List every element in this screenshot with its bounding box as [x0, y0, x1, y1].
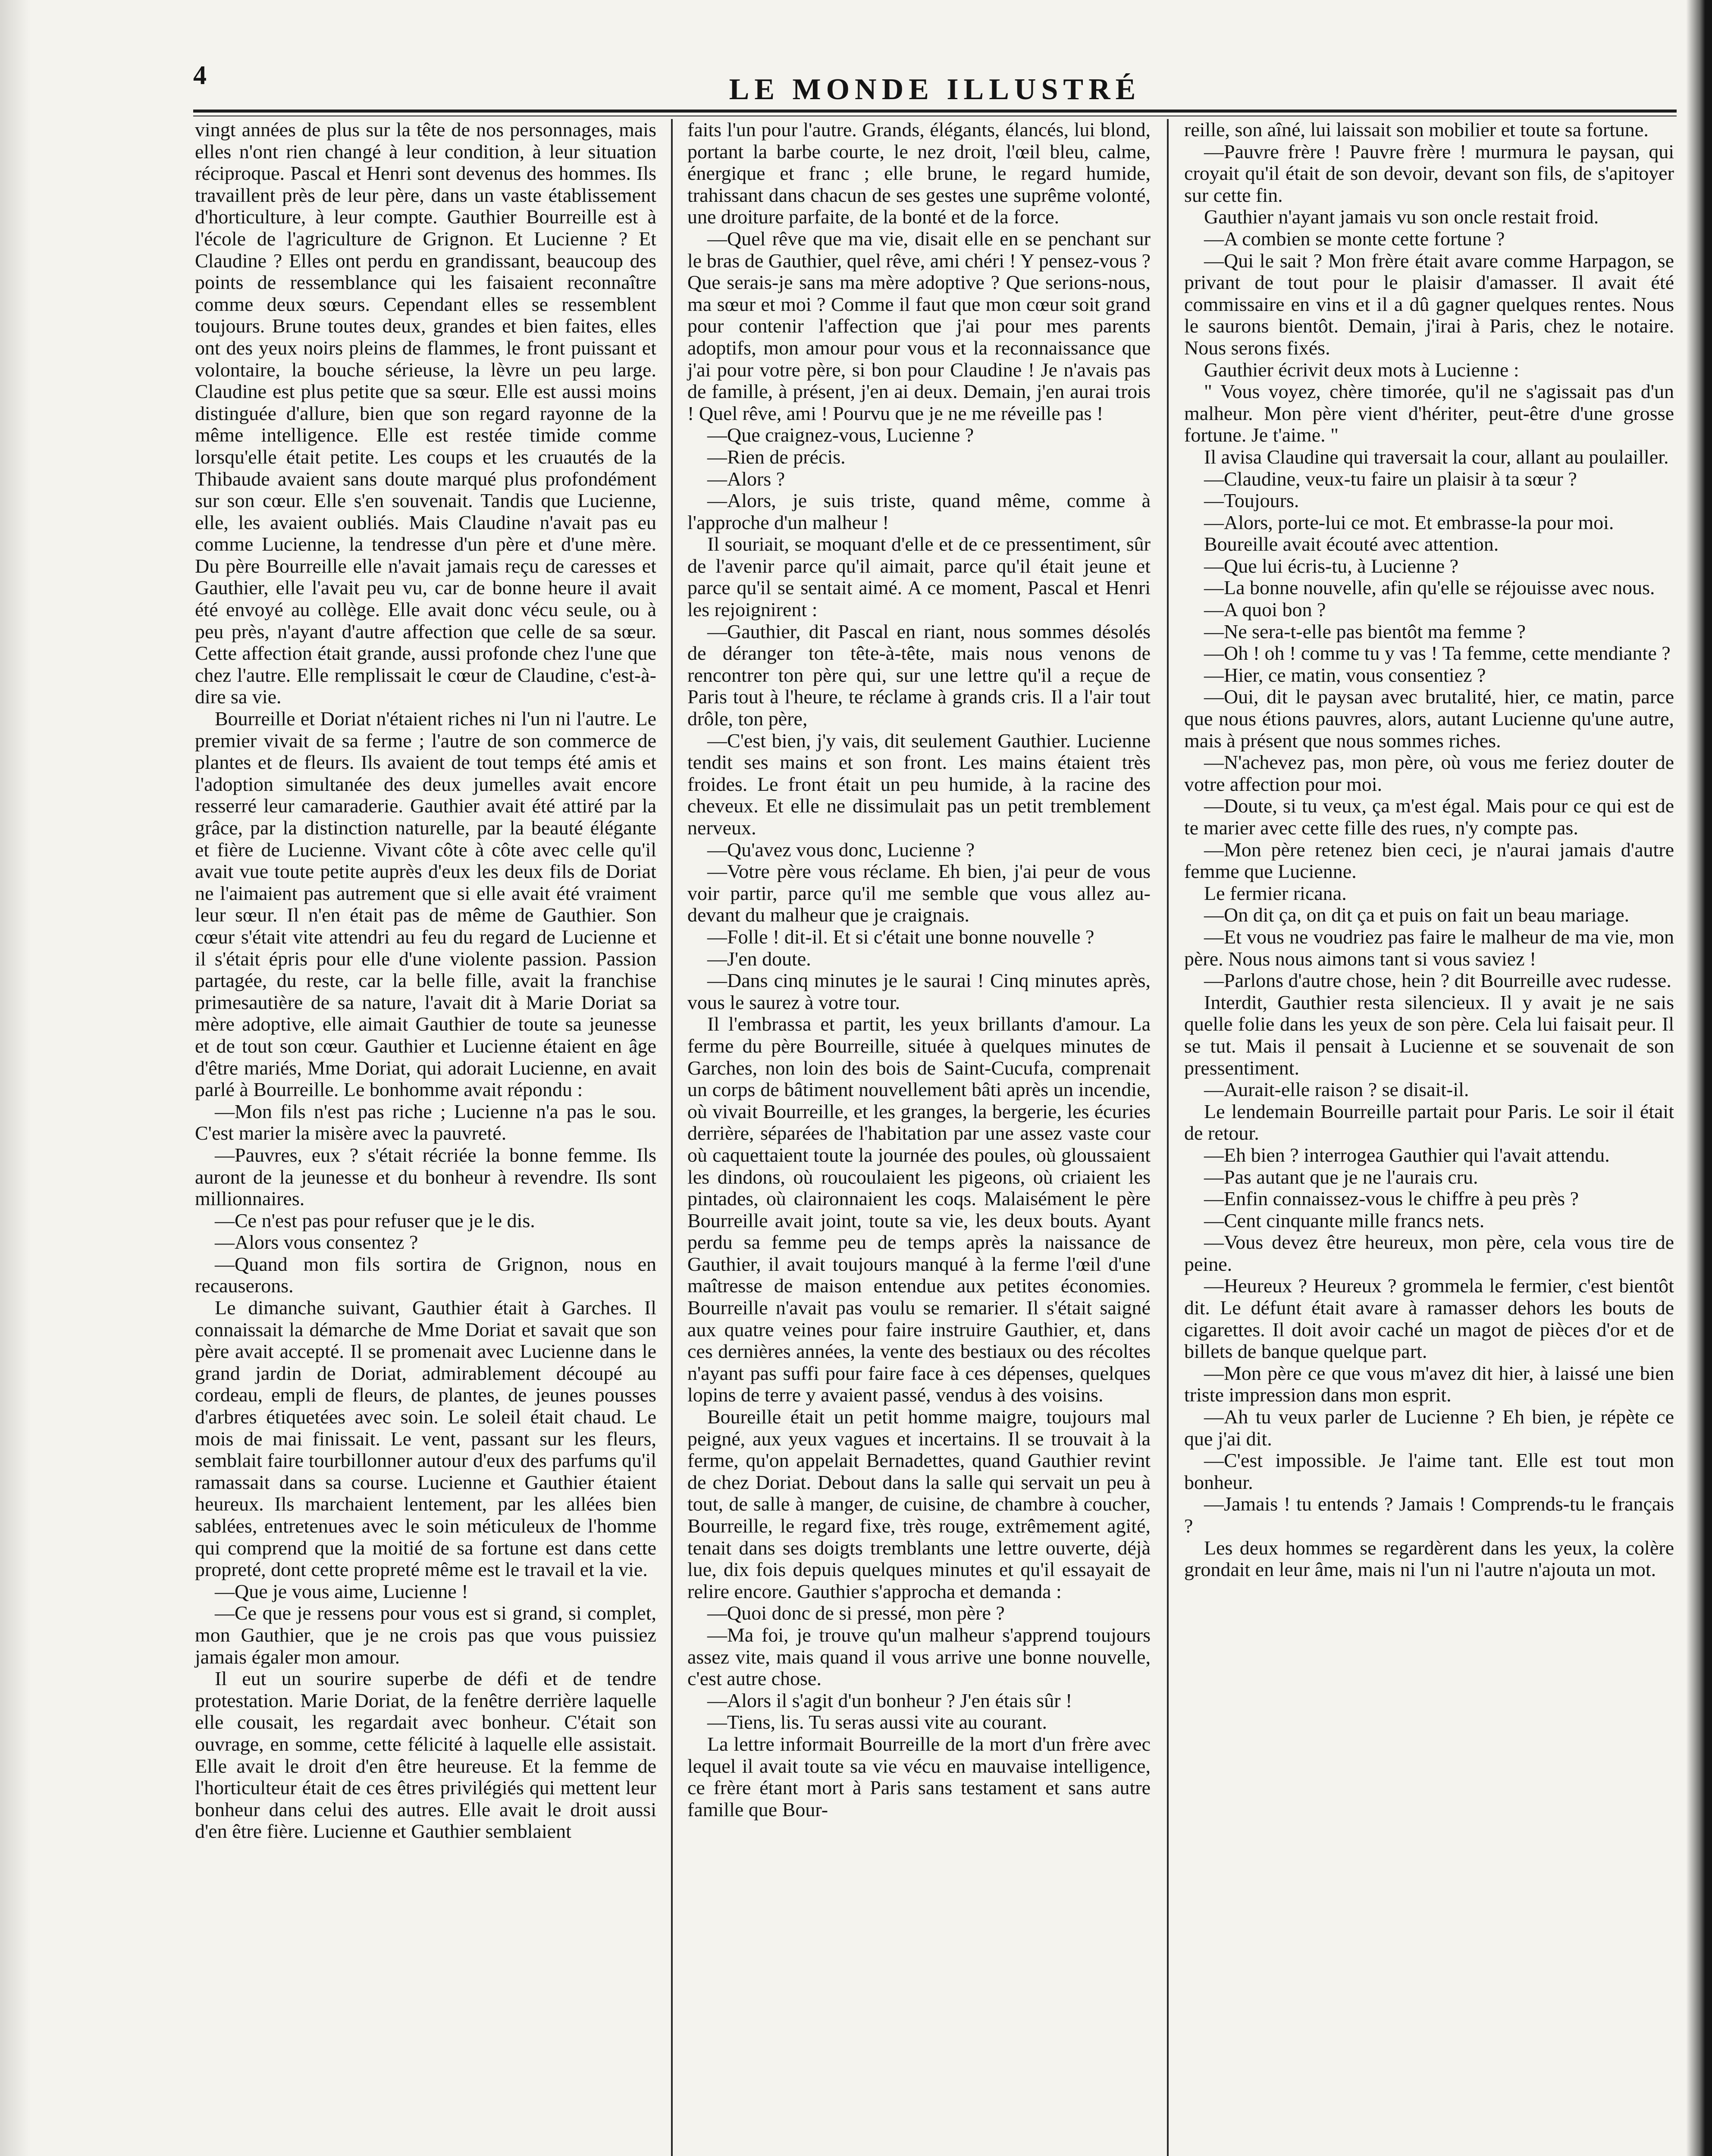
paragraph: —Oui, dit le paysan avec brutalité, hier, ce matin, parce que nous étions pauvres, alors, autant Lucienne qu'une autre, mais à présent que nous sommes riches. [1184, 686, 1674, 752]
paragraph: Gauthier n'ayant jamais vu son oncle restait froid. [1204, 206, 1599, 228]
paragraph: —Mon père retenez bien ceci, je n'aurai jamais d'autre femme que Lucienne. [1184, 838, 1674, 883]
paragraph: Il l'embrassa et partit, les yeux brillants d'amour. La ferme du père Bourreille, située à quelques minutes de Garches, non loin des bois de Saint-Cucufa, comprenait un corps de bâtiment nouvellement bâti après un incendie, où vivait Bourreille, et les granges, la bergerie, les écuries derrière, séparées de l'habitation par une assez vaste cour où caquettaient toute la journée des poules, où gloussaient les dindons, où roucoulaient les pigeons, où criaient les pintades, où claironnaient les coqs. Malaisément le père Bourreille avait joint, toute sa vie, les deux bouts. Ayant perdu sa femme peu de temps après la naissance de Gauthier, il avait toujours manqué à la ferme l'œil d'une maîtresse de maison entendue aux petites économies. Bourreille n'avait pas voulu se remarier. Il s'était saigné aux quatre veines pour faire instruire Gauthier, et, dans ces dernières années, la vente des bestiaux ou des récoltes n'ayant pas suffi pour faire face à ces dépenses, quelques lopins de terre y avaient passé, vendus à des voisins. [687, 1013, 1151, 1406]
paragraph: —Pauvre frère ! Pauvre frère ! murmura le paysan, qui croyait qu'il était de son devoir, devant son fils, de s'apitoyer sur cette fin. [1184, 140, 1674, 206]
paragraph: —Doute, si tu veux, ça m'est égal. Mais pour ce qui est de te marier avec cette fille des rues, n'y compte pas. [1184, 795, 1674, 839]
page-header [193, 60, 1677, 112]
paragraph: " Vous voyez, chère timorée, qu'il ne s'agissait pas d'un malheur. Mon père vient d'hériter, peut-être d'une grosse fortune. Je t'aime. " [1184, 380, 1674, 446]
paragraph: —Gauthier, dit Pascal en riant, nous sommes désolés de déranger ton tête-à-tête, mais nous venons de rencontrer ton père qui, sur une lettre qu'il a reçue de Paris tout à l'heure, te réclame à grands cris. Il a l'air tout drôle, ton père, [687, 620, 1151, 730]
paragraph: vingt années de plus sur la tête de nos personnages, mais elles n'ont rien changé à leur condition, à leur situation réciproque. Pascal et Henri sont devenus des hommes. Ils travaillent près de leur père, dans un vaste établissement d'horticulture, à leur compte. Gauthier Bourreille est à l'école de l'agriculture de Grignon. Et Lucienne ? Et Claudine ? Elles ont perdu en grandissant, beaucoup des points de ressemblance qui les faisaient reconnaître comme deux sœurs. Cependant elles se ressemblent toujours. Brune toutes deux, grandes et bien faites, elles ont des yeux noirs pleins de flammes, le front puissant et volontaire, la bouche sérieuse, la lèvre un peu large. Claudine est plus petite que sa sœur. Elle est aussi moins distinguée d'allure, bien que son regard rayonne de la même intelligence. Elle est restée timide comme lorsqu'elle était petite. Les coups et les cruautés de la Thibaude avaient sans doute marqué plus profondément sur son cœur. Elle s'en souvenait. Tandis que Lucienne, elle, les avaient oubliés. Mais Claudine n'avait pas eu comme Lucienne, la tendresse d'un père et d'une mère. Du père Bourreille elle n'avait jamais reçu de caresses et Gauthier, elle l'avait peu vu, car de bonne heure il avait été envoyé au collège. Elle avait donc vécu seule, ou à peu près, n'ayant d'autre affection que celle de sa sœur. Cette affection était grande, aussi profonde chez l'une que chez l'autre. Elle remplissait le cœur de Claudine, c'est-à-dire sa vie. [195, 119, 656, 708]
paragraph: —Alors il s'agit d'un bonheur ? J'en étais sûr ! [707, 1689, 1072, 1711]
paragraph: Il eut un sourire superbe de défi et de tendre protestation. Marie Doriat, de la fenêtre derrière laquelle elle cousait, les regardait avec bonheur. C'était son ouvrage, en somme, cette félicité à laquelle elle assistait. Elle avait le droit d'en être heureuse. Et la femme de l'horticulteur était de ces êtres privilégiés qui mettent leur bonheur dans celui des autres. Elle avait le droit aussi d'en être fière. Lucienne et Gauthier semblaient [195, 1667, 656, 1843]
paragraph: —Toujours. [1204, 489, 1299, 512]
paragraph: —Quel rêve que ma vie, disait elle en se penchant sur le bras de Gauthier, quel rêve, ami chéri ! Y pensez-vous ? Que serais-je sans ma mère adoptive ? Que serions-nous, ma sœur et moi ? Comme il faut que mon cœur soit grand pour contenir l'affection que j'ai pour mes parents adoptifs, mon amour pour vous et la reconnaissance que j'ai pour votre père, si bon pour Claudine ! Je n'avais pas de famille, à présent, j'en ai deux. Demain, j'en aurai trois ! Quel rêve, ami ! Pourvu que je ne me réveille pas ! [687, 227, 1151, 424]
paragraph: —Cent cinquante mille francs nets. [1204, 1209, 1485, 1232]
paragraph: —Hier, ce matin, vous consentiez ? [1204, 664, 1486, 686]
paragraph: —On dit ça, on dit ça et puis on fait un beau mariage. [1204, 904, 1630, 926]
text-column-3 [1184, 119, 1674, 1581]
paragraph: —A quoi bon ? [1204, 599, 1326, 621]
paragraph: —Rien de précis. [707, 445, 846, 468]
paragraph: —Pas autant que je ne l'aurais cru. [1204, 1166, 1478, 1188]
paragraph: —Ce que je ressens pour vous est si grand, si complet, mon Gauthier, que je ne crois pas que vous puissiez jamais égaler mon amour. [195, 1602, 656, 1668]
paragraph: Les deux hommes se regardèrent dans les yeux, la colère grondait en leur âme, mais ni l'un ni l'autre n'ajouta un mot. [1184, 1536, 1674, 1581]
paragraph: —Quoi donc de si pressé, mon père ? [707, 1602, 1005, 1624]
paragraph: Le lendemain Bourreille partait pour Paris. Le soir il était de retour. [1184, 1100, 1674, 1144]
paragraph: —C'est impossible. Je l'aime tant. Elle est tout mon bonheur. [1184, 1449, 1674, 1493]
paragraph: —Parlons d'autre chose, hein ? dit Bourreille avec rudesse. [1204, 969, 1671, 992]
paragraph: —Ma foi, je trouve qu'un malheur s'apprend toujours assez vite, mais quand il vous arrive une bonne nouvelle, c'est autre chose. [687, 1623, 1151, 1690]
column-divider-2 [1167, 119, 1169, 2156]
paragraph: —Alors, porte-lui ce mot. Et embrasse-la pour moi. [1204, 511, 1614, 533]
paragraph: —Et vous ne voudriez pas faire le malheur de ma vie, mon père. Nous nous aimons tant si vous saviez ! [1184, 925, 1674, 970]
paragraph: —Quand mon fils sortira de Grignon, nous en recauserons. [195, 1253, 656, 1297]
paragraph: La lettre informait Bourreille de la mort d'un frère avec lequel il avait toute sa vie vécu en mauvaise intelligence, ce frère étant mort à Paris sans testament et sans autre famille que Bour- [687, 1733, 1151, 1821]
paragraph: —La bonne nouvelle, afin qu'elle se réjouisse avec nous. [1204, 577, 1655, 599]
paragraph: —N'achevez pas, mon père, où vous me feriez douter de votre affection pour moi. [1184, 751, 1674, 795]
paragraph: —Mon fils n'est pas riche ; Lucienne n'a pas le sou. C'est marier la misère avec la pauvreté. [195, 1100, 656, 1144]
paragraph: —Que lui écris-tu, à Lucienne ? [1204, 555, 1459, 577]
paragraph: Le dimanche suivant, Gauthier était à Garches. Il connaissait la démarche de Mme Doriat et savait que son père avait accepté. Il se promenait avec Lucienne dans le grand jardin de Doriat, admirablement découpé au cordeau, empli de fleurs, de plantes, de jeunes pousses d'arbres étiquetées avec soin. Le soleil était chaud. Le mois de mai finissait. Le vent, passant sur les fleurs, semblait faire tourbillonner autour d'eux des parfums qu'il ramassait dans sa course. Lucienne et Gauthier étaient heureux. Ils marchaient lentement, par les allées bien sablées, entretenues avec le soin méticuleux de l'homme qui comprend que la moitié de sa fortune est dans cette propreté, dont cette propreté même est le travail et la vie. [195, 1297, 656, 1581]
journal-title: LE MONDE ILLUSTRÉ [729, 73, 1141, 106]
text-column-2 [687, 119, 1151, 1821]
paragraph: —Ah tu veux parler de Lucienne ? Eh bien, je répète ce que j'ai dit. [1184, 1406, 1674, 1450]
paragraph: —Que je vous aime, Lucienne ! [215, 1580, 468, 1602]
paragraph: Interdit, Gauthier resta silencieux. Il y avait je ne sais quelle folie dans les yeux de son père. Cela lui faisait peur. Il se tut. Mais il pensait à Lucienne et se souvenait de son pressentiment. [1184, 991, 1674, 1079]
paragraph: —Jamais ! tu entends ? Jamais ! Comprends-tu le français ? [1184, 1493, 1674, 1537]
paragraph: —Pauvres, eux ? s'était récriée la bonne femme. Ils auront de la jeunesse et du bonheur à revendre. Ils sont millionnaires. [195, 1144, 656, 1210]
header-rule [193, 110, 1677, 113]
paragraph: Il avisa Claudine qui traversait la cour, allant au poulailler. [1204, 445, 1669, 468]
paragraph: —Alors ? [707, 467, 785, 490]
paragraph: —Folle ! dit-il. Et si c'était une bonne nouvelle ? [707, 925, 1094, 948]
paragraph: —Aurait-elle raison ? se disait-il. [1204, 1078, 1469, 1101]
paragraph: —Alors vous consentez ? [215, 1231, 418, 1253]
paragraph: —Que craignez-vous, Lucienne ? [707, 424, 974, 446]
paragraph: —Oh ! oh ! comme tu y vas ! Ta femme, cette mendiante ? [1204, 642, 1671, 664]
paragraph: —Claudine, veux-tu faire un plaisir à ta sœur ? [1204, 467, 1577, 490]
paragraph: —Alors, je suis triste, quand même, comme à l'approche d'un malheur ! [687, 489, 1151, 533]
paragraph: reille, son aîné, lui laissait son mobilier et toute sa fortune. [1184, 119, 1649, 141]
paragraph: —Qu'avez vous donc, Lucienne ? [707, 838, 975, 861]
paragraph: —Qui le sait ? Mon frère était avare comme Harpagon, se privant de tout pour le plaisir d'amasser. Il avait été commissaire en vins et il a dû gagner quelques rentes. Nous le saurons bientôt. Demain, j'irai à Paris, chez le notaire. Nous serons fixés. [1184, 249, 1674, 359]
paragraph: —Enfin connaissez-vous le chiffre à peu près ? [1204, 1188, 1579, 1210]
paragraph: Bourreille et Doriat n'étaient riches ni l'un ni l'autre. Le premier vivait de sa ferme ; l'autre de son commerce de plantes et de fleurs. Ils avaient de tout temps été amis et l'adoption simultanée des deux jumelles avait encore resserré leur camaraderie. Gauthier avait été attiré par la grâce, par la distinction naturelle, par la beauté élégante et fière de Lucienne. Vivant côte à côte avec celle qu'il avait vue toute petite auprès d'eux les deux fils de Doriat ne l'aimaient pas autrement que si elle avait été vraiment leur sœur. Il n'en était pas de même de Gauthier. Son cœur s'était vite attendri au feu du regard de Lucienne et il s'était épris pour elle d'une violente passion. Passion partagée, du reste, car la belle fille, avait la franchise primesautière de sa nature, l'avait dit à Marie Doriat sa mère adoptive, elle aimait Gauthier de toute sa jeunesse et de tout son cœur. Gauthier et Lucienne étaient en âge d'être mariés, Mme Doriat, qui adorait Lucienne, en avait parlé à Bourreille. Le bonhomme avait répondu : [195, 708, 656, 1101]
paragraph: —J'en doute. [707, 947, 811, 970]
page-edge-right [1686, 0, 1712, 2156]
column-divider-1 [671, 119, 673, 2156]
paragraph: —C'est bien, j'y vais, dit seulement Gauthier. Lucienne tendit ses mains et son front. Les mains étaient très froides. Le front était un peu humide, à la racine des cheveux. Et elle ne dissimulait pas un petit tremblement nerveux. [687, 729, 1151, 839]
paragraph: Boureille était un petit homme maigre, toujours mal peigné, aux yeux vagues et incertains. Il se trouvait à la ferme, qu'on appelait Bernadettes, quand Gauthier revint de chez Doriat. Debout dans la salle qui servait un peu à tout, de salle à manger, de cuisine, de chambre à coucher, Bourreille, le regard fixe, très rouge, extrêmement agité, tenait dans ses doigts tremblants une lettre ouverte, déjà lue, dix fois depuis quelques minutes et qu'il essayait de relire encore. Gauthier s'approcha et demanda : [687, 1406, 1151, 1602]
paragraph: —Heureux ? Heureux ? grommela le fermier, c'est bientôt dit. Le défunt était avare à ramasser dehors les bouts de cigarettes. Il doit avoir caché un magot de pièces d'or et de billets de banque quelque part. [1184, 1275, 1674, 1363]
paragraph: —A combien se monte cette fortune ? [1204, 227, 1505, 250]
paragraph: —Tiens, lis. Tu seras aussi vite au courant. [707, 1711, 1047, 1733]
page-number: 4 [193, 61, 207, 90]
paragraph: Gauthier écrivit deux mots à Lucienne : [1204, 358, 1519, 381]
paragraph: —Vous devez être heureux, mon père, cela vous tire de peine. [1184, 1231, 1674, 1275]
paragraph: —Votre père vous réclame. Eh bien, j'ai peur de vous voir partir, parce qu'il me semble que vous allez au-devant du malheur que je craignais. [687, 860, 1151, 926]
paragraph: —Eh bien ? interrogea Gauthier qui l'avait attendu. [1204, 1144, 1610, 1166]
paragraph: —Mon père ce que vous m'avez dit hier, à laissé une bien triste impression dans mon esprit. [1184, 1362, 1674, 1406]
paragraph: Le fermier ricana. [1204, 882, 1347, 904]
paragraph: —Ne sera-t-elle pas bientôt ma femme ? [1204, 620, 1526, 642]
page-edge-left [0, 0, 30, 2156]
paragraph: Il souriait, se moquant d'elle et de ce pressentiment, sûr de l'avenir parce qu'il aimait, parce qu'il était jeune et parce qu'il se sentait aimé. A ce moment, Pascal et Henri les rejoignirent : [687, 533, 1151, 621]
paragraph: —Dans cinq minutes je le saurai ! Cinq minutes après, vous le saurez à votre tour. [687, 969, 1151, 1013]
paragraph: Boureille avait écouté avec attention. [1204, 533, 1499, 555]
paragraph: —Ce n'est pas pour refuser que je le dis. [215, 1209, 535, 1232]
paragraph: faits l'un pour l'autre. Grands, élégants, élancés, lui blond, portant la barbe courte, le nez droit, l'œil bleu, calme, énergique et franc ; elle brune, le regard humide, trahissant dans chacun de ses gestes une suprême volonté, une droiture parfaite, de la bonté et de la force. [687, 119, 1151, 228]
text-column-1 [195, 119, 656, 1843]
